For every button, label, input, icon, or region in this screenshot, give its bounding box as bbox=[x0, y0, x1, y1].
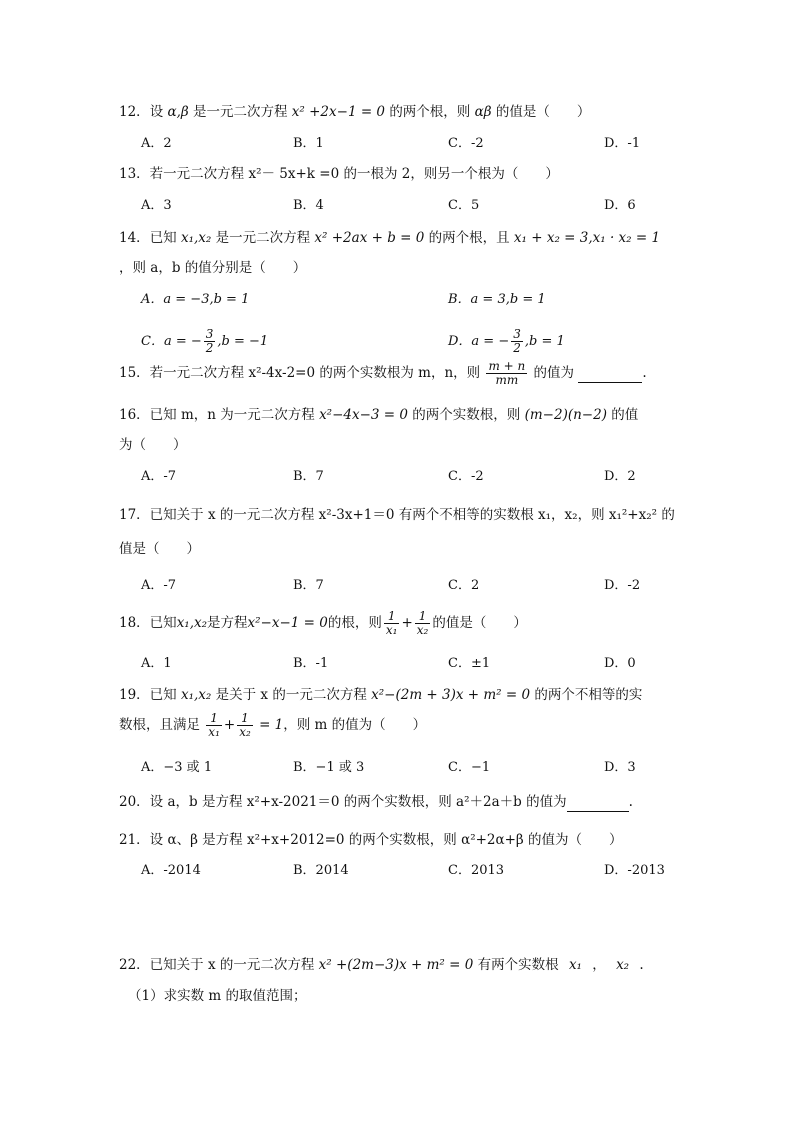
question-21: 21．设 α、β 是方程 x²+x+2012=0 的两个实数根，则 α²+2α+β 的值为（ ） bbox=[119, 832, 623, 848]
option-c[interactable]: C．2013 bbox=[448, 863, 505, 878]
q15-text-b: 的值为 bbox=[533, 365, 575, 381]
q19-vars: x₁,x₂ bbox=[180, 687, 212, 703]
q20-end: . bbox=[628, 794, 633, 810]
frac-den: x₂ bbox=[416, 623, 429, 637]
q16-line2: 为（ ） bbox=[119, 437, 187, 453]
q18-fraction-1 bbox=[384, 610, 400, 637]
q14-text-a: 已知 bbox=[149, 230, 177, 246]
option-d[interactable] bbox=[448, 328, 565, 355]
q20-text: 20．设 a，b 是方程 x²+x-2021＝0 的两个实数根，则 a²＋2a＋b 的值为 bbox=[119, 794, 567, 810]
q12-expression: αβ bbox=[474, 104, 492, 120]
option-d[interactable]: D．3 bbox=[604, 760, 636, 775]
q18-text-d: 的值是（ ） bbox=[432, 615, 527, 631]
frac-den: x₂ bbox=[239, 725, 251, 739]
option-b[interactable]: B．a = 3,b = 1 bbox=[448, 292, 546, 307]
q16-text-b: 的两个实数根，则 bbox=[412, 407, 521, 423]
question-17: 17．已知关于 x 的一元二次方程 x²-3x+1＝0 有两个不相等的实数根 x₁，x₂，则 x₁²+x₂² 的 bbox=[119, 507, 675, 523]
q12-equation: x² +2x−1 = 0 bbox=[291, 104, 386, 120]
option-d-label: D．a = − bbox=[448, 334, 510, 349]
question-13: 13．若一元二次方程 x²－ 5x+k =0 的一根为 2，则另一个根为（ ） bbox=[119, 166, 559, 182]
option-b[interactable]: B．−1 或 3 bbox=[293, 760, 365, 775]
q12-text-a: 设 bbox=[149, 104, 164, 120]
answer-blank[interactable] bbox=[578, 364, 642, 383]
q19-text-e: ，则 m 的值为（ ） bbox=[283, 717, 427, 733]
q16-equation: x²−4x−3 = 0 bbox=[319, 407, 408, 423]
question-22 bbox=[119, 956, 644, 974]
option-a[interactable]: A．3 bbox=[141, 198, 172, 213]
q19-text-c: 的两个不相等的实 bbox=[534, 687, 643, 703]
frac-num: 3 bbox=[205, 327, 214, 341]
q19-fraction-2 bbox=[237, 712, 253, 739]
question-14 bbox=[119, 229, 660, 247]
q16-text-c: 的值 bbox=[611, 407, 639, 423]
option-b[interactable]: B．7 bbox=[293, 578, 324, 593]
frac-num: m + n bbox=[488, 359, 526, 373]
q18-text-b: 是方程 bbox=[207, 615, 248, 631]
option-b[interactable]: B．-1 bbox=[293, 656, 329, 671]
q12-vars: α,β bbox=[167, 104, 189, 120]
plus-sign: + bbox=[401, 615, 413, 631]
q14-vars: x₁,x₂ bbox=[180, 230, 212, 246]
frac-num: 1 bbox=[237, 712, 253, 726]
q12-text-d: 的值是（ ） bbox=[495, 104, 591, 120]
answer-blank[interactable] bbox=[567, 793, 629, 812]
option-c-tail: ,b = −1 bbox=[217, 334, 269, 349]
question-12 bbox=[119, 103, 590, 121]
q14-equation: x² +2ax + b = 0 bbox=[314, 230, 425, 246]
q19-text-d: 数根，且满足 bbox=[119, 717, 200, 733]
q14-line2: ，则 a，b 的值分别是（ ） bbox=[119, 260, 307, 276]
frac-den: x₁ bbox=[385, 623, 398, 637]
frac-den: 2 bbox=[205, 341, 214, 355]
q19-text-b: 是关于 x 的一元二次方程 bbox=[215, 687, 367, 703]
question-15 bbox=[119, 360, 647, 392]
q22-equation: x² +(2m−3)x + m² = 0 bbox=[318, 957, 474, 973]
fraction bbox=[511, 328, 523, 355]
q22-root-2: x₂ bbox=[616, 957, 630, 973]
option-d[interactable]: D．-1 bbox=[604, 136, 641, 151]
q14-number: 14． bbox=[119, 230, 150, 246]
q12-number: 12． bbox=[119, 104, 150, 120]
option-c[interactable] bbox=[141, 328, 268, 355]
frac-den: 2 bbox=[513, 341, 521, 355]
question-16 bbox=[119, 406, 638, 424]
q22-end: . bbox=[639, 957, 644, 973]
q19-equation: x²−(2m + 3)x + m² = 0 bbox=[371, 687, 531, 703]
option-b[interactable]: B．1 bbox=[293, 136, 324, 151]
q19-fraction-1 bbox=[206, 712, 222, 739]
frac-num: 1 bbox=[384, 610, 400, 624]
q18-fraction-2 bbox=[415, 610, 431, 637]
option-c[interactable]: C．±1 bbox=[448, 656, 491, 671]
q18-text-c: 的根，则 bbox=[327, 615, 382, 631]
option-d[interactable]: D．-2 bbox=[604, 578, 641, 593]
frac-num: 1 bbox=[206, 712, 222, 726]
option-d[interactable]: D．2 bbox=[604, 469, 636, 484]
option-d[interactable]: D．-2013 bbox=[604, 863, 665, 878]
q18-equation: x²−x−1 = 0 bbox=[247, 615, 328, 631]
option-a[interactable]: A．-2014 bbox=[141, 863, 201, 878]
q19-line2 bbox=[119, 712, 426, 746]
q22-text-a: 22．已知关于 x 的一元二次方程 bbox=[119, 957, 315, 973]
q19-text-a: 19．已知 bbox=[119, 687, 177, 703]
q17-line2: 值是（ ） bbox=[119, 541, 200, 557]
option-a[interactable]: A．2 bbox=[141, 136, 172, 151]
q19-equals: = 1 bbox=[259, 717, 284, 733]
q22-subquestion-1: （1）求实数 m 的取值范围； bbox=[128, 988, 307, 1004]
q15-end: . bbox=[642, 365, 647, 381]
option-a[interactable]: A．−3 或 1 bbox=[141, 760, 213, 775]
option-c[interactable]: C．2 bbox=[448, 578, 480, 593]
q22-root-1: x₁ bbox=[568, 957, 582, 973]
q14-text-c: 的两个根，且 bbox=[428, 230, 510, 246]
q16-text-a: 16．已知 m，n 为一元二次方程 bbox=[119, 407, 315, 423]
option-b[interactable]: B．4 bbox=[293, 198, 324, 213]
option-a[interactable]: A．a = −3,b = 1 bbox=[141, 292, 250, 307]
question-20 bbox=[119, 793, 633, 812]
q15-text-a: 15．若一元二次方程 x²-4x-2=0 的两个实数根为 m，n，则 bbox=[119, 365, 481, 381]
q15-fraction bbox=[486, 360, 527, 387]
option-a[interactable]: A．-7 bbox=[141, 578, 177, 593]
option-c[interactable]: C．-2 bbox=[448, 136, 484, 151]
option-a[interactable]: A．1 bbox=[141, 656, 172, 671]
frac-num: 1 bbox=[415, 610, 431, 624]
q22-separator: ， bbox=[592, 957, 606, 973]
frac-den: mm bbox=[495, 373, 519, 387]
option-d-tail: ,b = 1 bbox=[524, 334, 565, 349]
frac-num: 3 bbox=[513, 327, 521, 341]
q14-text-b: 是一元二次方程 bbox=[215, 230, 311, 246]
q12-text-c: 的两个根，则 bbox=[389, 104, 471, 120]
option-d[interactable]: D．0 bbox=[604, 656, 636, 671]
question-19 bbox=[119, 686, 642, 704]
option-a[interactable]: A．-7 bbox=[141, 469, 177, 484]
q18-text-a: 18．已知 bbox=[119, 615, 177, 631]
q12-text-b: 是一元二次方程 bbox=[193, 104, 288, 120]
option-b[interactable]: B．2014 bbox=[293, 863, 349, 878]
frac-den: x₁ bbox=[208, 725, 220, 739]
q22-text-b: 有两个实数根 bbox=[477, 957, 559, 973]
option-c-label: C．a = − bbox=[141, 334, 202, 349]
option-d[interactable]: D．6 bbox=[604, 198, 636, 213]
q16-expression: (m−2)(n−2) bbox=[524, 407, 607, 423]
option-c[interactable]: C．5 bbox=[448, 198, 480, 213]
question-18 bbox=[119, 610, 527, 644]
plus-sign: + bbox=[223, 717, 236, 733]
fraction bbox=[204, 328, 216, 355]
q18-vars: x₁,x₂ bbox=[176, 615, 208, 631]
option-b[interactable]: B．7 bbox=[293, 469, 324, 484]
option-c[interactable]: C．−1 bbox=[448, 760, 491, 775]
q14-condition: x₁ + x₂ = 3,x₁ · x₂ = 1 bbox=[513, 230, 661, 246]
option-c[interactable]: C．-2 bbox=[448, 469, 484, 484]
